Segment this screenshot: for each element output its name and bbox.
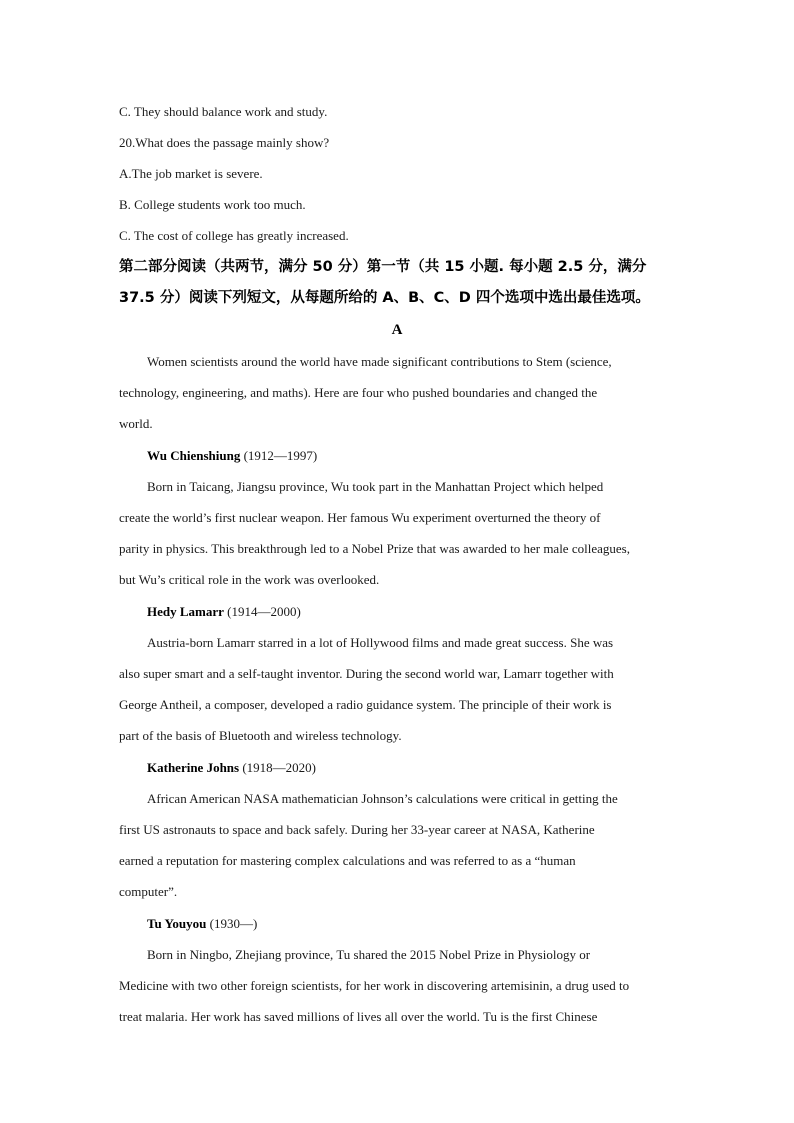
scientist-name: Hedy Lamarr (147, 604, 224, 619)
q20-option-c: C. The cost of college has greatly increased. (119, 228, 349, 243)
body-line: African American NASA mathematician Johnson’s calculations were critical in getting the (147, 791, 618, 806)
scientist-years: (1914—2000) (223, 604, 301, 619)
body-line: George Antheil, a composer, developed a radio guidance system. The principle of their work is (119, 697, 612, 712)
scientist-name: Wu Chienshiung (147, 448, 241, 463)
scientist-years: (1912—1997) (240, 448, 318, 463)
intro-line: Women scientists around the world have made significant contributions to Stem (science, (147, 354, 612, 369)
body-line: Medicine with two other foreign scientists, for her work in discovering artemisinin, a drug used to (119, 978, 630, 993)
scientist-heading (147, 603, 301, 621)
body-line: earned a reputation for mastering complex calculations and was referred to as a “human (119, 853, 576, 868)
body-line: treat malaria. Her work has saved millions of lives all over the world. Tu is the first Chinese (119, 1009, 598, 1024)
passage-label: A (391, 322, 403, 338)
section-header-line-2: 37.5 分）阅读下列短文，从每题所给的 A、B、C、D 四个选项中选出最佳选项。 (119, 290, 650, 306)
body-line: Born in Ningbo, Zhejiang province, Tu shared the 2015 Nobel Prize in Physiology or (147, 947, 591, 962)
scientist-years: (1930—) (206, 916, 258, 931)
body-line: part of the basis of Bluetooth and wireless technology. (119, 728, 402, 743)
body-line: Austria-born Lamarr starred in a lot of Hollywood films and made great success. She was (147, 635, 614, 650)
body-line: create the world’s first nuclear weapon. Her famous Wu experiment overturned the theory of (119, 510, 601, 525)
intro-line: world. (119, 416, 153, 431)
scientist-heading (147, 759, 316, 777)
q20-option-b: B. College students work too much. (119, 197, 306, 212)
body-line: also super smart and a self-taught inventor. During the second world war, Lamarr together with (119, 666, 614, 681)
q20-option-a: A.The job market is severe. (119, 166, 263, 181)
body-line: but Wu’s critical role in the work was overlooked. (119, 572, 380, 587)
scientist-name: Katherine Johns (147, 760, 240, 775)
intro-line: technology, engineering, and maths). Here are four who pushed boundaries and changed the (119, 385, 598, 400)
q19-option-c: C. They should balance work and study. (119, 104, 328, 119)
section-header-line-1: 第二部分阅读（共两节，满分 50 分）第一节（共 15 小题. 每小题 2.5 分，满分 (119, 259, 647, 275)
scientist-heading (147, 447, 317, 465)
body-line: Born in Taicang, Jiangsu province, Wu took part in the Manhattan Project which helped (147, 479, 604, 494)
body-line: parity in physics. This breakthrough led to a Nobel Prize that was awarded to her male colleagues, (119, 541, 630, 556)
scientist-name: Tu Youyou (147, 916, 207, 931)
scientist-years: (1918—2020) (239, 760, 317, 775)
body-line: computer”. (119, 884, 178, 899)
body-line: first US astronauts to space and back safely. During her 33-year career at NASA, Katherine (119, 822, 595, 837)
q20-stem: 20.What does the passage mainly show? (119, 135, 330, 150)
scientist-heading (147, 915, 257, 933)
